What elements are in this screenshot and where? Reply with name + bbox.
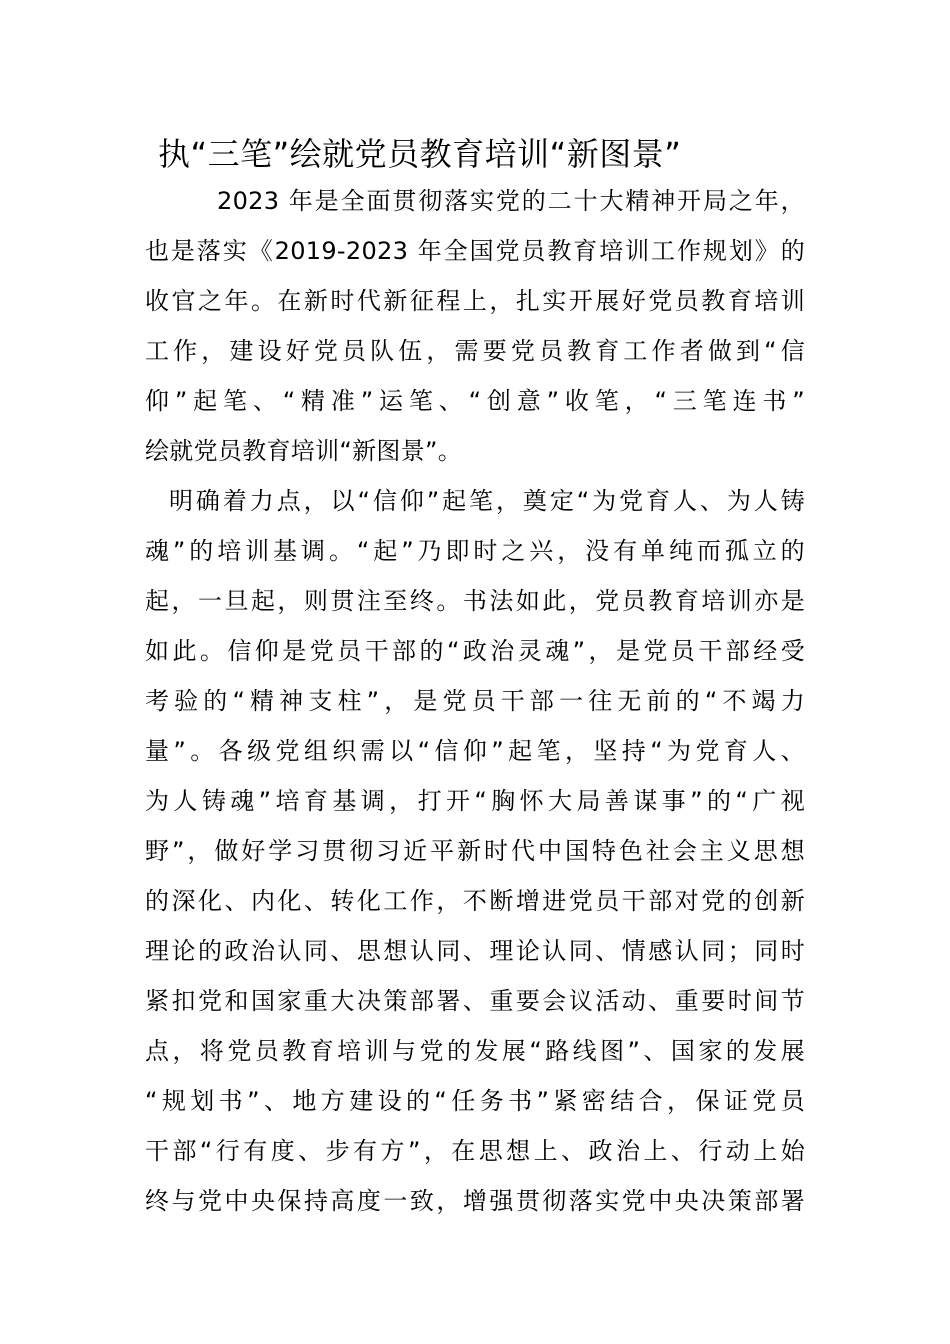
paragraph-1 — [145, 182, 805, 482]
paragraph-2-line: 终与党中央保持高度一致，增强贯彻落实党中央决策部署 — [145, 1187, 805, 1215]
paragraph-2-line: 的深化、内化、转化工作，不断增进党员干部对党的创新 — [145, 887, 805, 915]
paragraph-2-line: 明确着力点，以“信仰”起笔，奠定“为党育人、为人铸 — [169, 487, 805, 515]
paragraph-2-line: 考验的“精神支柱”，是党员干部一往无前的“不竭力 — [145, 687, 805, 715]
paragraph-2-line: 紧扣党和国家重大决策部署、重要会议活动、重要时间节 — [145, 987, 805, 1015]
paragraph-1-line: 2023 年是全面贯彻落实党的二十大精神开局之年， — [217, 187, 805, 215]
document-body — [145, 182, 805, 1232]
paragraph-2-line: 野”，做好学习贯彻习近平新时代中国特色社会主义思想 — [145, 837, 805, 865]
paragraph-2-line: 为人铸魂”培育基调，打开“胸怀大局善谋事”的“广视 — [145, 787, 805, 815]
document-title: 执“三笔”绘就党员教育培训“新图景” — [158, 135, 682, 173]
paragraph-1-line: 收官之年。在新时代新征程上，扎实开展好党员教育培训 — [145, 287, 805, 315]
paragraph-2-line: 起，一旦起，则贯注至终。书法如此，党员教育培训亦是 — [145, 587, 805, 615]
paragraph-1-line: 工作，建设好党员队伍，需要党员教育工作者做到“信 — [145, 337, 805, 365]
paragraph-1-line: 绘就党员教育培训“新图景”。 — [145, 437, 463, 465]
paragraph-1-line: 也是落实《2019-2023 年全国党员教育培训工作规划》的 — [145, 237, 805, 265]
paragraph-2-line: 量”。各级党组织需以“信仰”起笔，坚持“为党育人、 — [145, 737, 805, 765]
paragraph-2-line: 干部“行有度、步有方”，在思想上、政治上、行动上始 — [145, 1137, 805, 1165]
paragraph-2-line: 如此。信仰是党员干部的“政治灵魂”，是党员干部经受 — [145, 637, 805, 665]
paragraph-2 — [145, 482, 805, 1232]
paragraph-2-line: 点，将党员教育培训与党的发展“路线图”、国家的发展 — [145, 1037, 805, 1065]
paragraph-2-line: “规划书”、地方建设的“任务书”紧密结合，保证党员 — [145, 1087, 805, 1115]
paragraph-2-line: 魂”的培训基调。“起”乃即时之兴，没有单纯而孤立的 — [145, 537, 805, 565]
paragraph-1-line: 仰”起笔、“精准”运笔、“创意”收笔，“三笔连书” — [145, 387, 805, 415]
paragraph-2-line: 理论的政治认同、思想认同、理论认同、情感认同；同时 — [145, 937, 805, 965]
